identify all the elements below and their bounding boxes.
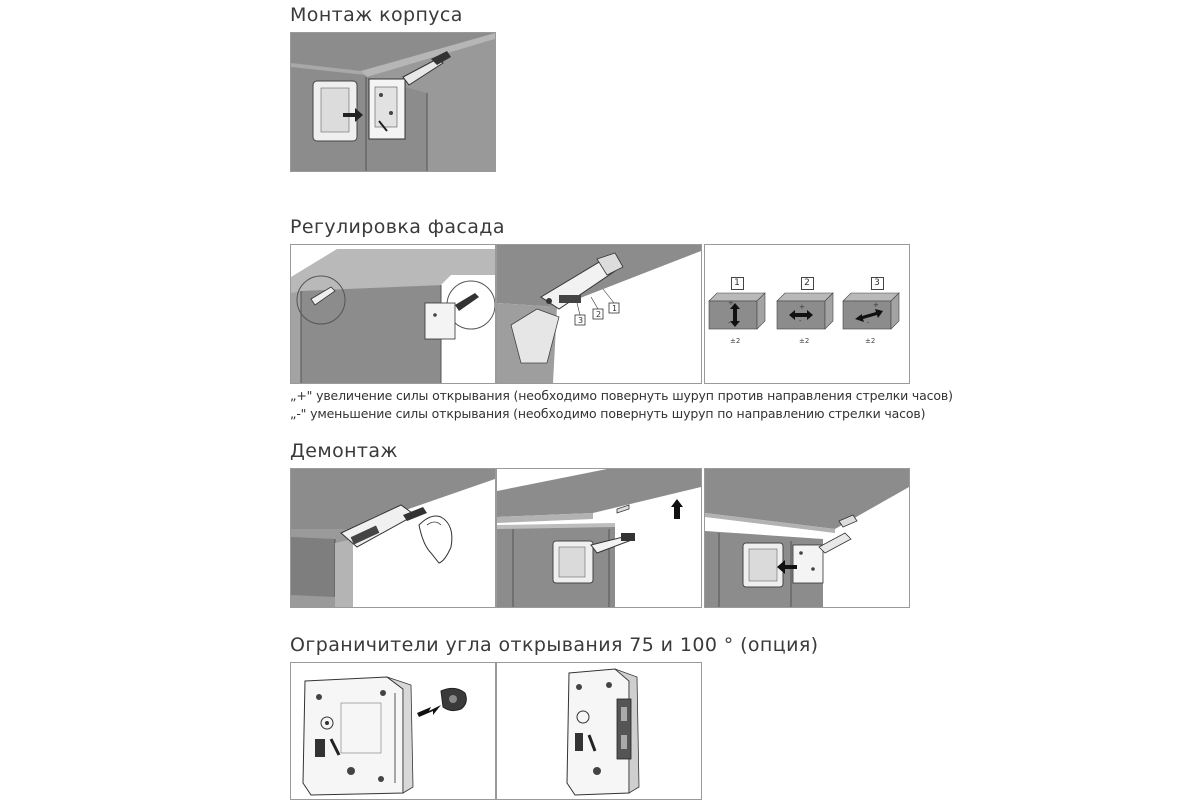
section-title-adjustment: Регулировка фасада bbox=[290, 216, 505, 238]
limiter-drawing-2 bbox=[497, 663, 701, 799]
cube-number-1: 1 bbox=[731, 277, 744, 290]
adjustment-cabinet-drawing bbox=[291, 245, 495, 383]
mounting-illustration bbox=[290, 32, 496, 172]
adjustment-illustration-cabinet bbox=[290, 244, 496, 384]
tolerance-3: ±2 bbox=[865, 337, 876, 345]
limiter-drawing-1 bbox=[291, 663, 495, 799]
adjustment-illustration-screws bbox=[496, 244, 702, 384]
note-plus: „+" увеличение силы открывания (необходимо повернуть шуруп против направления стрелки часов) bbox=[290, 388, 953, 403]
mounting-drawing bbox=[291, 33, 495, 171]
dismount-drawing-2 bbox=[497, 469, 701, 607]
tolerance-1: ±2 bbox=[730, 337, 741, 345]
cube-2-minus: - bbox=[799, 317, 802, 325]
dismount-illustration-2 bbox=[496, 468, 702, 608]
section-title-dismount: Демонтаж bbox=[290, 440, 398, 462]
cube-number-3: 3 bbox=[871, 277, 884, 290]
callout-2: 2 bbox=[596, 310, 602, 319]
section-title-limiters: Ограничители угла открывания 75 и 100 ° (опция) bbox=[290, 634, 819, 656]
limiter-illustration-1 bbox=[290, 662, 496, 800]
tolerance-2: ±2 bbox=[799, 337, 810, 345]
limiter-illustration-2 bbox=[496, 662, 702, 800]
callout-3: 3 bbox=[578, 316, 584, 325]
adjustment-cube-3 bbox=[845, 270, 909, 290]
cube-2-plus: + bbox=[799, 303, 805, 311]
dismount-illustration-3 bbox=[704, 468, 910, 608]
cube-3-plus: + bbox=[873, 301, 879, 309]
callout-1: 1 bbox=[612, 304, 618, 313]
cube-1-minus: - bbox=[728, 319, 731, 327]
adjustment-directions bbox=[704, 244, 910, 384]
note-minus: „-" уменьшение силы открывания (необходимо повернуть шуруп по направлению стрелки часов) bbox=[290, 406, 926, 421]
cube-number-2: 2 bbox=[801, 277, 814, 290]
section-title-mounting: Монтаж корпуса bbox=[290, 4, 463, 26]
dismount-illustration-1 bbox=[290, 468, 496, 608]
adjustment-cubes-drawing bbox=[705, 245, 909, 383]
cube-3-minus: - bbox=[867, 319, 870, 327]
cube-1-plus: + bbox=[728, 299, 734, 307]
dismount-drawing-1 bbox=[291, 469, 495, 607]
adjustment-cube-2 bbox=[775, 270, 839, 290]
dismount-drawing-3 bbox=[705, 469, 909, 607]
